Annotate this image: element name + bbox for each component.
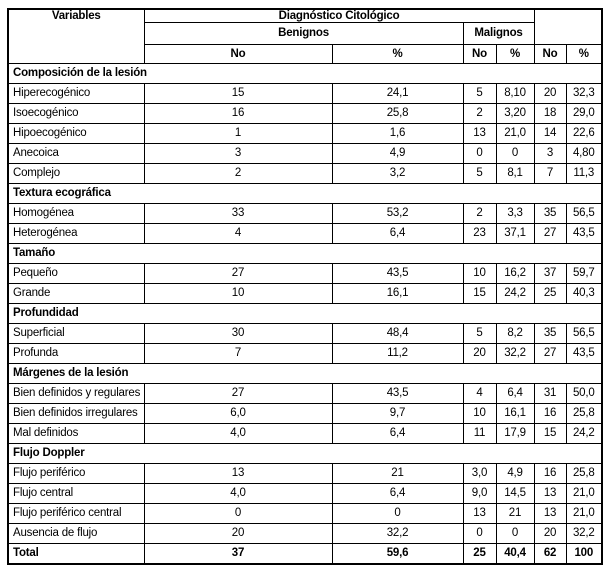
- row-value: 14,5: [496, 484, 534, 504]
- total-value: 62: [534, 544, 566, 565]
- row-value: 0: [144, 504, 332, 524]
- row-label: Flujo periférico central: [8, 504, 144, 524]
- cytology-diagnosis-table: [7, 8, 603, 565]
- row-value: 6,0: [144, 404, 332, 424]
- row-value: 32,2: [496, 344, 534, 364]
- header-total-group-empty: [534, 9, 602, 45]
- row-value: 3: [144, 144, 332, 164]
- row-value: 8,10: [496, 84, 534, 104]
- row-value: 35: [534, 324, 566, 344]
- row-value: 23: [463, 224, 496, 244]
- row-value: 16,2: [496, 264, 534, 284]
- total-row: [8, 544, 602, 565]
- row-value: 33: [144, 204, 332, 224]
- row-value: 43,5: [332, 384, 463, 404]
- row-value: 10: [463, 264, 496, 284]
- row-value: 32,3: [566, 84, 602, 104]
- row-label: Mal definidos: [8, 424, 144, 444]
- table-row: [8, 144, 602, 164]
- row-value: 43,5: [566, 224, 602, 244]
- row-value: 10: [463, 404, 496, 424]
- row-value: 10: [144, 284, 332, 304]
- section-title: Textura ecográfica: [8, 184, 602, 204]
- row-value: 0: [463, 524, 496, 544]
- row-value: 11: [463, 424, 496, 444]
- row-value: 5: [463, 164, 496, 184]
- header-benignos: Benignos: [144, 23, 463, 45]
- row-label: Profunda: [8, 344, 144, 364]
- header-malignos-percent: %: [496, 45, 534, 64]
- row-label: Anecoica: [8, 144, 144, 164]
- table-row: [8, 264, 602, 284]
- row-value: 20: [463, 344, 496, 364]
- row-value: 16: [534, 464, 566, 484]
- row-value: 0: [496, 144, 534, 164]
- row-value: 3: [534, 144, 566, 164]
- row-value: 27: [144, 264, 332, 284]
- row-label: Hiperecogénico: [8, 84, 144, 104]
- row-label: Superficial: [8, 324, 144, 344]
- row-value: 25,8: [566, 464, 602, 484]
- row-value: 27: [144, 384, 332, 404]
- row-value: 13: [463, 504, 496, 524]
- row-label: Grande: [8, 284, 144, 304]
- total-value: 100: [566, 544, 602, 565]
- row-value: 43,5: [332, 264, 463, 284]
- row-value: 11,3: [566, 164, 602, 184]
- header-diagnostico-citologico: Diagnóstico Citológico: [144, 9, 534, 23]
- section-row: [8, 64, 602, 84]
- table-row: [8, 104, 602, 124]
- row-value: 6,4: [496, 384, 534, 404]
- row-value: 53,2: [332, 204, 463, 224]
- section-row: [8, 444, 602, 464]
- row-value: 3,0: [463, 464, 496, 484]
- table-row: [8, 504, 602, 524]
- row-value: 20: [534, 524, 566, 544]
- row-value: 59,7: [566, 264, 602, 284]
- row-value: 16,1: [496, 404, 534, 424]
- table-row: [8, 284, 602, 304]
- row-value: 4,80: [566, 144, 602, 164]
- row-value: 6,4: [332, 424, 463, 444]
- section-title: Profundidad: [8, 304, 602, 324]
- table-row: [8, 164, 602, 184]
- row-value: 3,3: [496, 204, 534, 224]
- table-row: [8, 84, 602, 104]
- row-value: 13: [144, 464, 332, 484]
- table-row: [8, 524, 602, 544]
- row-value: 24,1: [332, 84, 463, 104]
- section-row: [8, 244, 602, 264]
- row-label: Bien definidos irregulares: [8, 404, 144, 424]
- row-label: Hipoecogénico: [8, 124, 144, 144]
- row-value: 21,0: [566, 484, 602, 504]
- total-value: 25: [463, 544, 496, 565]
- row-value: 29,0: [566, 104, 602, 124]
- row-value: 37: [534, 264, 566, 284]
- row-value: 20: [534, 84, 566, 104]
- table-row: [8, 484, 602, 504]
- row-value: 1,6: [332, 124, 463, 144]
- row-value: 16: [144, 104, 332, 124]
- row-value: 8,1: [496, 164, 534, 184]
- row-value: 27: [534, 344, 566, 364]
- row-value: 0: [463, 144, 496, 164]
- header-total-no: No: [534, 45, 566, 64]
- row-value: 50,0: [566, 384, 602, 404]
- row-value: 17,9: [496, 424, 534, 444]
- row-value: 40,3: [566, 284, 602, 304]
- row-value: 4,0: [144, 484, 332, 504]
- total-label: Total: [8, 544, 144, 565]
- row-value: 2: [144, 164, 332, 184]
- total-value: 59,6: [332, 544, 463, 565]
- row-value: 22,6: [566, 124, 602, 144]
- row-value: 15: [463, 284, 496, 304]
- section-title: Márgenes de la lesión: [8, 364, 602, 384]
- table-row: [8, 204, 602, 224]
- table-row: [8, 124, 602, 144]
- row-value: 32,2: [566, 524, 602, 544]
- row-value: 0: [332, 504, 463, 524]
- row-value: 0: [496, 524, 534, 544]
- table-row: [8, 344, 602, 364]
- row-value: 43,5: [566, 344, 602, 364]
- table-row: [8, 404, 602, 424]
- row-value: 31: [534, 384, 566, 404]
- row-value: 5: [463, 324, 496, 344]
- row-label: Flujo periférico: [8, 464, 144, 484]
- row-value: 25,8: [566, 404, 602, 424]
- table-row: [8, 324, 602, 344]
- row-label: Homogénea: [8, 204, 144, 224]
- section-row: [8, 184, 602, 204]
- row-value: 21,0: [566, 504, 602, 524]
- row-value: 21: [332, 464, 463, 484]
- row-label: Heterogénea: [8, 224, 144, 244]
- row-value: 11,2: [332, 344, 463, 364]
- row-label: Ausencia de flujo: [8, 524, 144, 544]
- row-value: 6,4: [332, 224, 463, 244]
- row-value: 9,7: [332, 404, 463, 424]
- section-title: Tamaño: [8, 244, 602, 264]
- row-value: 16,1: [332, 284, 463, 304]
- row-value: 30: [144, 324, 332, 344]
- header-total-percent: %: [566, 45, 602, 64]
- row-label: Bien definidos y regulares: [8, 384, 144, 404]
- header-malignos-no: No: [463, 45, 496, 64]
- row-value: 25,8: [332, 104, 463, 124]
- row-value: 18: [534, 104, 566, 124]
- row-value: 35: [534, 204, 566, 224]
- row-value: 7: [144, 344, 332, 364]
- row-value: 5: [463, 84, 496, 104]
- row-value: 2: [463, 204, 496, 224]
- row-value: 3,20: [496, 104, 534, 124]
- row-value: 4: [144, 224, 332, 244]
- row-label: Complejo: [8, 164, 144, 184]
- row-value: 24,2: [496, 284, 534, 304]
- total-value: 40,4: [496, 544, 534, 565]
- section-title: Flujo Doppler: [8, 444, 602, 464]
- row-value: 13: [534, 484, 566, 504]
- row-value: 48,4: [332, 324, 463, 344]
- row-value: 4,0: [144, 424, 332, 444]
- section-row: [8, 304, 602, 324]
- row-value: 14: [534, 124, 566, 144]
- row-value: 15: [144, 84, 332, 104]
- row-value: 56,5: [566, 324, 602, 344]
- row-value: 4: [463, 384, 496, 404]
- header-variables: Variables: [8, 9, 144, 64]
- total-value: 37: [144, 544, 332, 565]
- row-value: 1: [144, 124, 332, 144]
- row-value: 4,9: [496, 464, 534, 484]
- row-value: 8,2: [496, 324, 534, 344]
- table-body: [8, 64, 602, 565]
- section-title: Composición de la lesión: [8, 64, 602, 84]
- row-value: 21,0: [496, 124, 534, 144]
- row-value: 37,1: [496, 224, 534, 244]
- row-value: 16: [534, 404, 566, 424]
- row-value: 13: [534, 504, 566, 524]
- header-malignos: Malignos: [463, 23, 534, 45]
- row-label: Pequeño: [8, 264, 144, 284]
- row-value: 25: [534, 284, 566, 304]
- row-value: 4,9: [332, 144, 463, 164]
- row-value: 9,0: [463, 484, 496, 504]
- row-value: 15: [534, 424, 566, 444]
- table-row: [8, 384, 602, 404]
- table-row: [8, 224, 602, 244]
- row-value: 3,2: [332, 164, 463, 184]
- row-value: 21: [496, 504, 534, 524]
- header-benignos-no: No: [144, 45, 332, 64]
- row-value: 56,5: [566, 204, 602, 224]
- row-value: 32,2: [332, 524, 463, 544]
- row-value: 7: [534, 164, 566, 184]
- row-label: Isoecogénico: [8, 104, 144, 124]
- row-value: 24,2: [566, 424, 602, 444]
- row-value: 27: [534, 224, 566, 244]
- header-benignos-percent: %: [332, 45, 463, 64]
- row-value: 20: [144, 524, 332, 544]
- row-value: 13: [463, 124, 496, 144]
- table-row: [8, 464, 602, 484]
- table-row: [8, 424, 602, 444]
- row-label: Flujo central: [8, 484, 144, 504]
- row-value: 2: [463, 104, 496, 124]
- row-value: 6,4: [332, 484, 463, 504]
- section-row: [8, 364, 602, 384]
